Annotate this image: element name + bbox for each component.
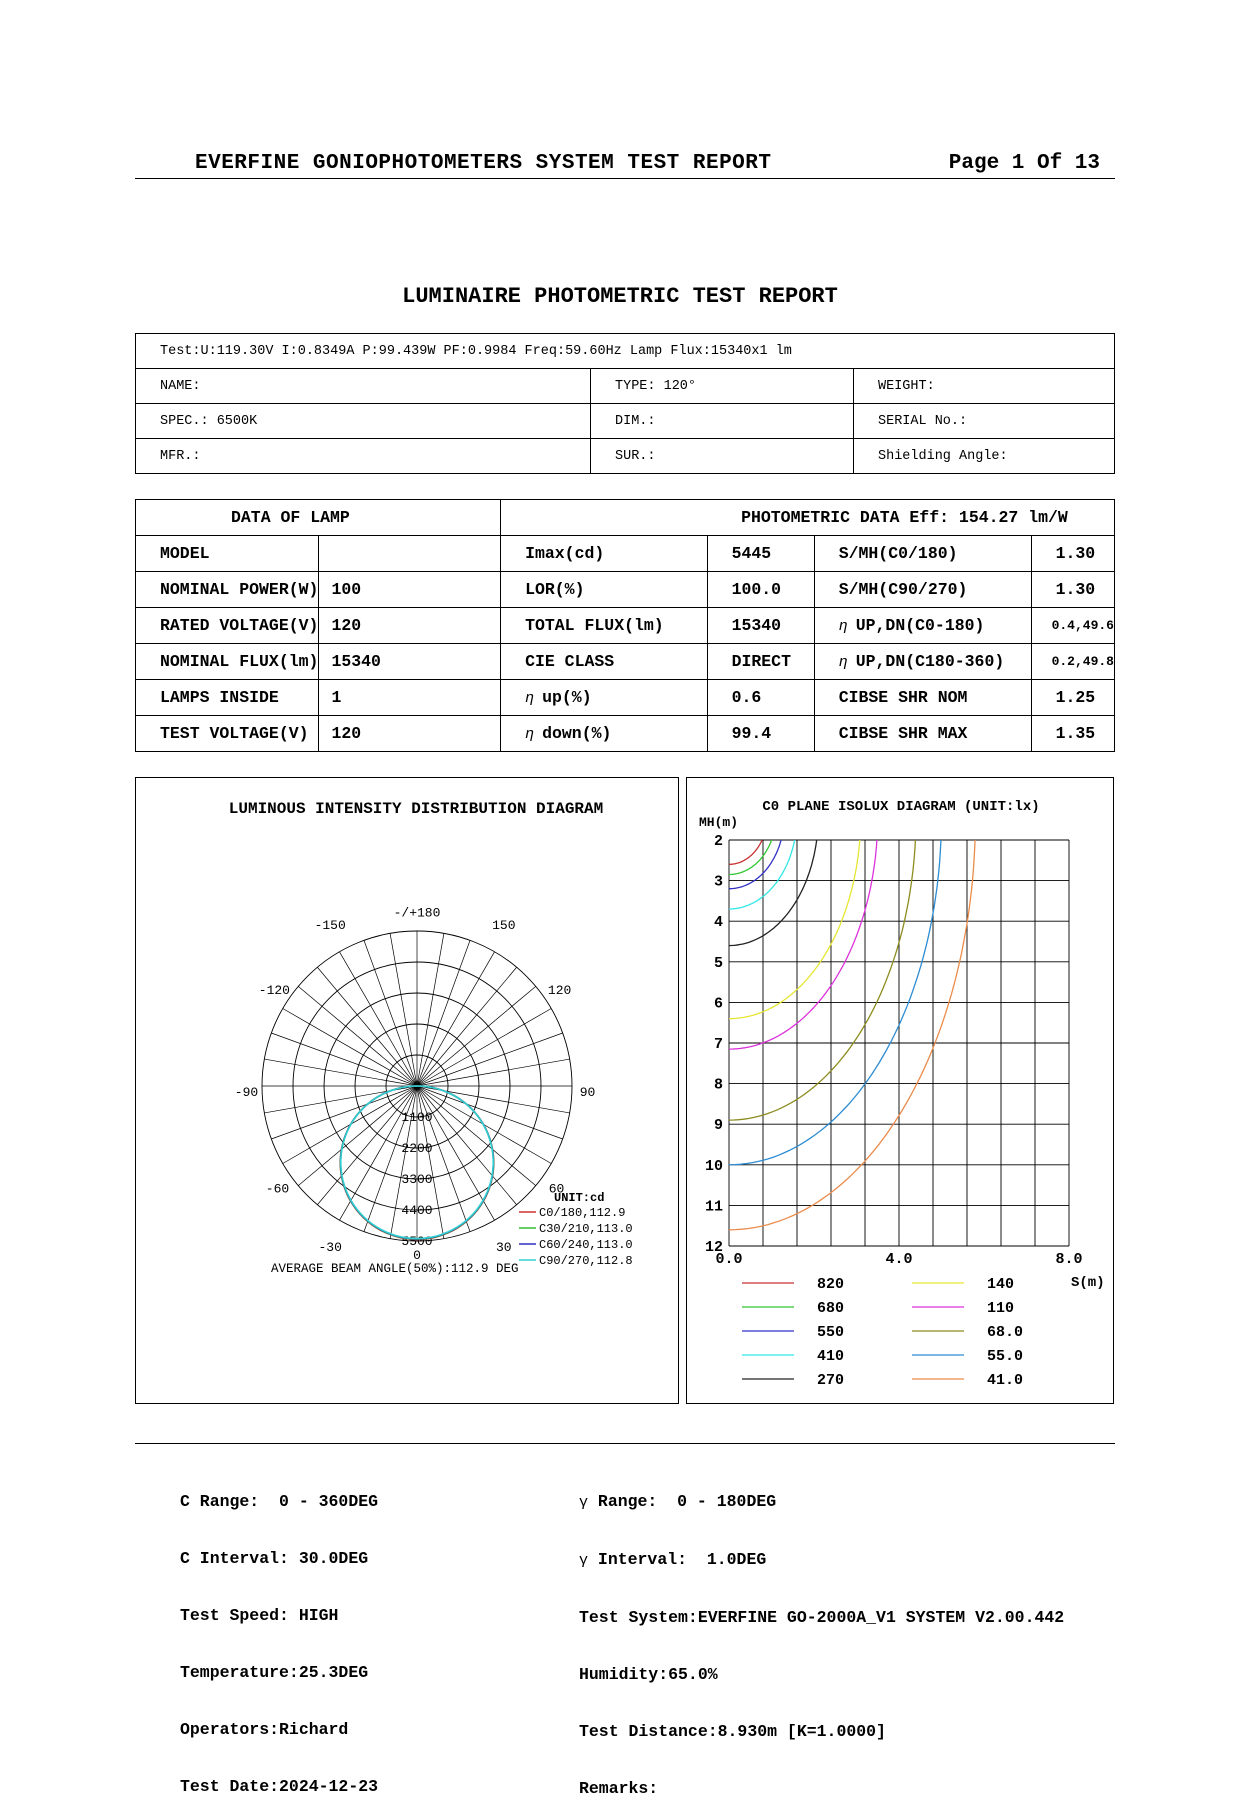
isolux-ylabel: MH(m) [699,815,739,830]
row-value: 5445 [707,536,814,572]
eta-symbol: η [525,726,535,743]
operators: Operators:Richard [180,1720,349,1739]
name-cell: NAME: [136,369,591,404]
test-distance: Test Distance:8.930m [K=1.0000] [579,1722,886,1741]
isolux-title: C0 PLANE ISOLUX DIAGRAM (UNIT:lx) [762,799,1040,815]
row-value: DIRECT [707,644,814,680]
humidity: Humidity:65.0% [579,1665,718,1684]
row-value: 1.30 [1031,572,1114,608]
row-value: 100.0 [707,572,814,608]
polar-angle-label: -120 [258,982,291,998]
row-label: η up(%) [501,680,707,716]
table-row [136,680,1115,716]
remarks: Remarks: [579,1779,659,1798]
test-system: Test System:EVERFINE GO-2000A_V1 SYSTEM V2.00.442 [579,1608,1065,1627]
polar-radial-label: 4400 [401,1203,433,1218]
polar-chart [136,778,678,1403]
table-row [136,644,1115,680]
temperature: Temperature:25.3DEG [180,1663,369,1682]
polar-angle-label: 60 [548,1181,565,1197]
isolux-x-tick: 8.0 [1055,1251,1083,1268]
polar-angle-label: -30 [318,1240,342,1256]
table-row [136,716,1115,752]
spec-cell: SPEC.: 6500K [136,404,591,439]
row-value: 0.4,49.6 [1031,608,1114,644]
polar-angle-label: -90 [234,1085,259,1101]
test-date: Test Date:2024-12-23 [180,1777,379,1796]
row-label: LOR(%) [501,572,707,608]
row-value: 0.6 [707,680,814,716]
row-value: 0.2,49.8 [1031,644,1114,680]
polar-radial-label: 2200 [401,1141,433,1156]
isolux-y-tick: 2 [713,833,723,850]
isolux-y-tick: 8 [713,1076,723,1094]
polar-legend-label: C30/210,113.0 [539,1222,633,1236]
row-label: TOTAL FLUX(lm) [501,608,707,644]
row-value: 15340 [707,608,814,644]
photometric-data-header: PHOTOMETRIC DATA Eff: 154.27 lm/W [501,500,1115,536]
row-label: RATED VOLTAGE(V) [136,608,319,644]
c-range: C Range: 0 - 360DEG [180,1492,379,1511]
polar-radial-label: 3300 [401,1172,433,1187]
isolux-chart [687,778,1113,1403]
type-cell: TYPE: 120° [591,369,854,404]
eta-symbol: η [838,618,848,635]
dim-cell: DIM.: [591,404,854,439]
isolux-y-tick: 6 [713,995,723,1013]
data-of-lamp-header: DATA OF LAMP [136,500,501,536]
row-label: η down(%) [501,716,707,752]
test-speed: Test Speed: HIGH [180,1606,339,1625]
isolux-y-tick: 10 [704,1157,723,1175]
row-value: 120 [319,608,501,644]
isolux-curve [729,791,916,1120]
mfr-cell: MFR.: [136,439,591,474]
table-row [136,572,1115,608]
isolux-y-tick: 7 [713,1036,723,1053]
isolux-y-tick: 9 [713,1117,723,1135]
isolux-diagram-panel [686,777,1114,1404]
lamp-data-table [135,499,1115,752]
polar-angle-label: 90 [579,1085,596,1101]
weight-cell: WEIGHT: [854,369,1115,404]
report-title: LUMINAIRE PHOTOMETRIC TEST REPORT [402,284,838,309]
row-label: S/MH(C90/270) [814,572,1031,608]
polar-radial-label: 1100 [401,1110,433,1125]
gamma-range: γ Range: 0 - 180DEG [579,1492,777,1511]
isolux-legend-label: 410 [817,1348,845,1365]
row-label: Imax(cd) [501,536,707,572]
row-label: S/MH(C0/180) [814,536,1031,572]
row-label: η UP,DN(C0-180) [814,608,1031,644]
table-row [136,608,1115,644]
isolux-xlabel: S(m) [1071,1275,1105,1291]
isolux-legend-label: 820 [817,1276,845,1293]
polar-legend-label: C90/270,112.8 [539,1254,633,1268]
isolux-legend-label: 270 [817,1372,845,1389]
eta-symbol: η [525,690,535,707]
isolux-legend-label: 550 [817,1324,845,1341]
report-header [135,148,1115,179]
row-value: 1 [319,680,501,716]
eta-symbol: η [838,654,848,671]
serial-cell: SERIAL No.: [854,404,1115,439]
isolux-legend-label: 41.0 [987,1372,1024,1389]
c-interval: C Interval: 30.0DEG [180,1549,369,1568]
row-label: η UP,DN(C180-360) [814,644,1031,680]
polar-angle-label: 120 [547,982,572,998]
isolux-legend-label: 680 [817,1300,845,1317]
footer-left [180,1454,378,1815]
row-value: 99.4 [707,716,814,752]
polar-angle-label: 0 [413,1248,421,1263]
polar-radial-label: 5500 [401,1234,433,1249]
isolux-y-tick: 5 [713,954,723,972]
row-value: 100 [319,572,501,608]
page-number: Page 1 Of 13 [948,152,1100,175]
footer-right [579,1454,1064,1817]
isolux-y-tick: 11 [704,1198,723,1216]
isolux-x-tick: 4.0 [885,1251,913,1268]
test-line: Test:U:119.30V I:0.8349A P:99.439W PF:0.9984 Freq:59.60Hz Lamp Flux:15340x1 lm [136,334,1115,369]
polar-diagram-panel [135,777,679,1404]
isolux-legend-label: 68.0 [987,1324,1024,1341]
polar-angle-label: -150 [314,917,346,933]
row-label: LAMPS INSIDE [136,680,319,716]
row-value: 1.35 [1031,716,1114,752]
isolux-curve [729,791,878,1049]
polar-unit-label: UNIT:cd [554,1191,605,1205]
row-label: MODEL [136,536,319,572]
info-table [135,333,1115,474]
gamma-interval: γ Interval: 1.0DEG [579,1550,767,1569]
row-label: CIBSE SHR MAX [814,716,1031,752]
polar-angle-label: 150 [492,917,516,933]
row-label: TEST VOLTAGE(V) [136,716,319,752]
row-value: 1.25 [1031,680,1114,716]
row-value: 120 [319,716,501,752]
polar-angle-label: -/+180 [393,905,441,921]
polar-angle-label: -60 [265,1181,290,1197]
row-value [319,536,501,572]
isolux-y-tick: 3 [713,873,723,891]
row-value: 15340 [319,644,501,680]
polar-legend-label: C60/240,113.0 [539,1238,633,1252]
header-title: EVERFINE GONIOPHOTOMETERS SYSTEM TEST REPORT [195,152,772,175]
row-label: CIE CLASS [501,644,707,680]
isolux-legend-label: 55.0 [987,1348,1024,1365]
polar-angle-label: 30 [495,1240,512,1256]
isolux-legend-label: 110 [987,1300,1015,1317]
sur-cell: SUR.: [591,439,854,474]
polar-radial-label: 0 [413,1079,421,1094]
isolux-x-tick: 0.0 [715,1251,743,1268]
row-label: NOMINAL POWER(W) [136,572,319,608]
shielding-cell: Shielding Angle: [854,439,1115,474]
table-row [136,536,1115,572]
isolux-y-tick: 12 [704,1239,723,1256]
isolux-y-tick: 4 [713,914,723,932]
row-label: CIBSE SHR NOM [814,680,1031,716]
polar-title: LUMINOUS INTENSITY DISTRIBUTION DIAGRAM [228,800,604,818]
polar-legend-label: C0/180,112.9 [539,1206,626,1220]
row-value: 1.30 [1031,536,1114,572]
row-label: NOMINAL FLUX(lm) [136,644,319,680]
beam-angle-label: AVERAGE BEAM ANGLE(50%):112.9 DEG [271,1262,519,1276]
footer-divider [135,1443,1115,1444]
isolux-legend-label: 140 [987,1276,1015,1293]
